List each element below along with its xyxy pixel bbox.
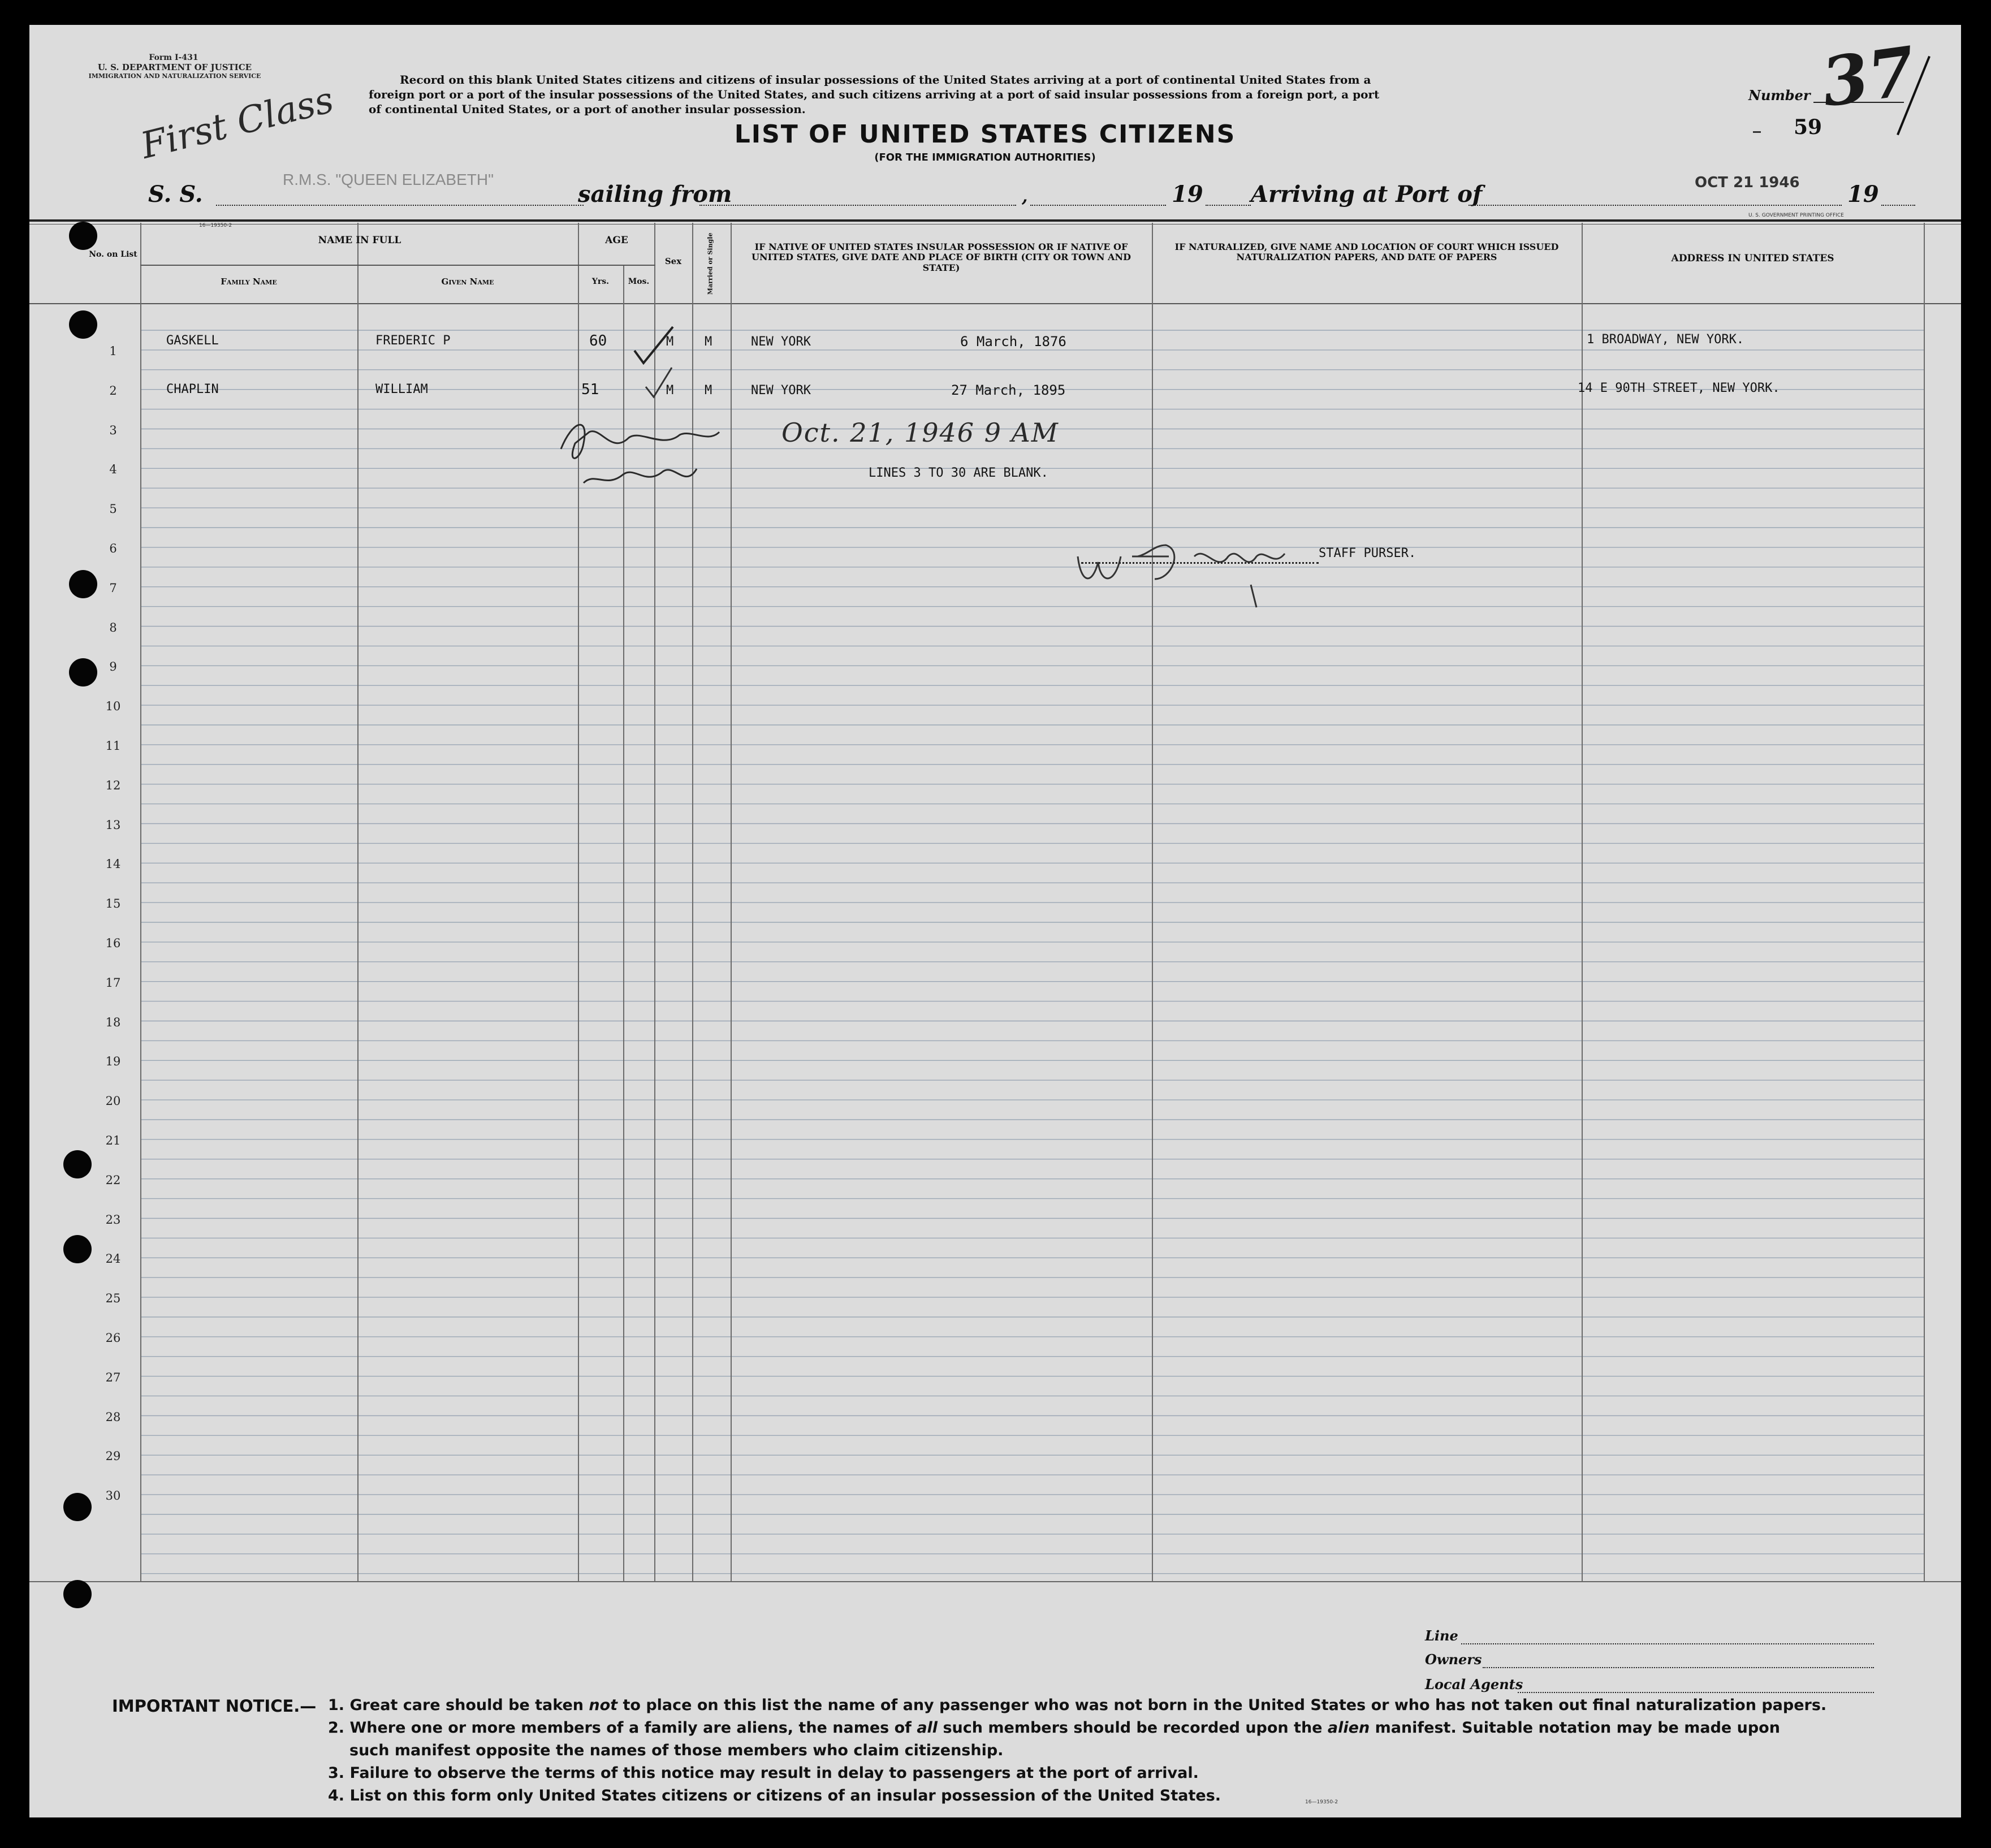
passenger-age: 51 bbox=[581, 381, 599, 398]
col-married-header: Married or Single bbox=[706, 232, 714, 295]
notice-number: 3. bbox=[328, 1764, 345, 1782]
punch-hole bbox=[63, 1150, 92, 1178]
arrival-date-stamp: OCT 21 1946 bbox=[1695, 174, 1800, 191]
age-subheader-rule bbox=[578, 265, 655, 266]
form-code-top: 16—19350-2 bbox=[199, 223, 232, 228]
passenger-address: 1 BROADWAY, NEW YORK. bbox=[1587, 333, 1744, 347]
blank-lines-note: LINES 3 TO 30 ARE BLANK. bbox=[869, 466, 1048, 480]
passenger-birth-place: NEW YORK bbox=[751, 335, 811, 349]
row-number: 17 bbox=[105, 975, 121, 990]
row-number: 29 bbox=[105, 1449, 121, 1463]
notice-title: IMPORTANT NOTICE.— bbox=[112, 1696, 317, 1716]
department-name: U. S. DEPARTMENT OF JUSTICE bbox=[97, 62, 252, 72]
row-number: 14 bbox=[105, 857, 121, 871]
row-number: 22 bbox=[105, 1173, 121, 1187]
col-divider bbox=[1582, 223, 1583, 1581]
row-number: 15 bbox=[105, 897, 121, 911]
row-number: 25 bbox=[105, 1292, 121, 1306]
number-label: Number bbox=[1748, 87, 1811, 103]
row-number: 10 bbox=[105, 700, 121, 714]
row-number: 1 bbox=[109, 344, 117, 358]
punch-hole bbox=[69, 658, 97, 686]
check-marks bbox=[629, 302, 714, 426]
row-number: 2 bbox=[109, 383, 117, 398]
punch-hole bbox=[69, 222, 97, 250]
row-number: 20 bbox=[105, 1094, 121, 1108]
col-divider bbox=[1924, 223, 1925, 1581]
footer-owners-label: Owners bbox=[1425, 1651, 1482, 1668]
notice-item bbox=[349, 1742, 1003, 1759]
printer-note: U. S. GOVERNMENT PRINTING OFFICE bbox=[1748, 213, 1844, 218]
instruction-line: of continental United States, or a port of another insular possession. bbox=[369, 102, 806, 116]
notice-text: Failure to observe the terms of this notice may result in delay to passengers at the port of arrival. bbox=[349, 1764, 1199, 1782]
passenger-family-name: CHAPLIN bbox=[166, 382, 219, 396]
name-subheader-rule bbox=[140, 265, 579, 266]
check-mark-icon bbox=[634, 327, 673, 363]
row-number: 18 bbox=[105, 1015, 121, 1029]
footer-agents-label: Local Agents bbox=[1425, 1676, 1523, 1692]
row-number: 9 bbox=[109, 660, 117, 674]
row-number: 21 bbox=[105, 1134, 121, 1147]
row-number: 11 bbox=[105, 739, 121, 753]
year-prefix-2: 19 bbox=[1847, 181, 1879, 208]
passenger-birth-place: NEW YORK bbox=[751, 383, 811, 398]
notice-item bbox=[328, 1764, 1199, 1782]
col-age-header: AGE bbox=[605, 235, 628, 246]
footer-agents-field bbox=[1518, 1692, 1874, 1693]
col-sex-header: Sex bbox=[664, 256, 682, 266]
footer-line-label: Line bbox=[1425, 1627, 1458, 1644]
row-number: 16 bbox=[105, 936, 121, 950]
passenger-marital: M bbox=[705, 383, 712, 398]
row-number: 30 bbox=[105, 1489, 121, 1503]
instruction-line: Record on this blank United States citizens and citizens of insular possessions of the United States arriving at a port of continental United States from a bbox=[400, 73, 1371, 87]
purser-signature bbox=[1070, 523, 1341, 613]
row-number: 13 bbox=[105, 818, 121, 832]
notice-text: such members should be recorded upon the bbox=[938, 1719, 1328, 1737]
notice-item bbox=[328, 1787, 1221, 1804]
passenger-sex: M bbox=[666, 383, 674, 398]
notice-item bbox=[328, 1719, 1780, 1737]
page-number: 59 bbox=[1794, 115, 1822, 139]
col-divider bbox=[1152, 223, 1153, 1581]
notice-text: such manifest opposite the names of those members who claim citizenship. bbox=[349, 1742, 1004, 1759]
notice-text: Great care should be taken bbox=[349, 1696, 589, 1714]
passenger-marital: M bbox=[705, 335, 712, 349]
notice-text: Where one or more members of a family are aliens, the names of bbox=[349, 1719, 917, 1737]
row-number: 4 bbox=[109, 463, 117, 477]
row-number: 3 bbox=[109, 423, 117, 437]
row-number: 8 bbox=[109, 620, 117, 634]
form-code-bottom: 16—19350-2 bbox=[1305, 1799, 1338, 1805]
passenger-given-name: FREDERIC P bbox=[375, 334, 451, 348]
sailing-from-label: sailing from bbox=[578, 181, 732, 208]
row-number: 28 bbox=[105, 1410, 121, 1424]
notice-emphasis: alien bbox=[1327, 1719, 1370, 1737]
page-subtitle: (FOR THE IMMIGRATION AUTHORITIES) bbox=[874, 152, 1096, 163]
col-naturalized-header: IF NATURALIZED, GIVE NAME AND LOCATION OF COURT WHICH ISSUED NATURALIZATION PAPERS, AND DATE OF PAPERS bbox=[1174, 241, 1559, 263]
purser-signature-line bbox=[1081, 562, 1319, 564]
row-number: 24 bbox=[105, 1252, 121, 1266]
col-yrs-header: Yrs. bbox=[591, 277, 610, 286]
passenger-birth-date: 27 March, 1895 bbox=[951, 382, 1066, 398]
notice-text: manifest. Suitable notation may be made upon bbox=[1370, 1719, 1780, 1737]
row-number: 23 bbox=[105, 1212, 121, 1227]
notice-text: List on this form only United States citizens or citizens of an insular possession of the United States. bbox=[349, 1787, 1221, 1804]
footer-owners-field bbox=[1483, 1667, 1874, 1668]
notice-number: 2. bbox=[328, 1719, 345, 1737]
notice-emphasis: all bbox=[917, 1719, 938, 1737]
row-number: 12 bbox=[105, 778, 121, 792]
passenger-family-name: GASKELL bbox=[166, 334, 219, 348]
col-mos-header: Mos. bbox=[628, 277, 650, 286]
comma-mark: , bbox=[1022, 187, 1028, 206]
col-divider bbox=[357, 223, 359, 1581]
row-number: 19 bbox=[105, 1055, 121, 1069]
passenger-sex: M bbox=[666, 335, 674, 349]
inspector-signature bbox=[550, 409, 776, 506]
arriving-label: Arriving at Port of bbox=[1251, 181, 1483, 208]
form-id: Form I-431 bbox=[149, 53, 198, 62]
notice-item bbox=[328, 1696, 1826, 1714]
passenger-age: 60 bbox=[589, 333, 607, 349]
instruction-line: foreign port or a port of the insular possessions of the United States, and such citizens arriving at a port of said insular possessions from a foreign port, a port bbox=[369, 88, 1380, 101]
number-handwritten: 37 bbox=[1817, 31, 1920, 122]
footer-line-field bbox=[1461, 1643, 1874, 1644]
notice-emphasis: not bbox=[589, 1696, 618, 1714]
inspection-note-handwritten: Oct. 21, 1946 9 AM bbox=[781, 417, 1059, 448]
punch-hole bbox=[63, 1493, 92, 1521]
table-bottom-rule bbox=[29, 1581, 1961, 1582]
punch-hole bbox=[69, 310, 97, 339]
notice-number: 1. bbox=[328, 1696, 345, 1714]
row-number: 26 bbox=[105, 1331, 121, 1345]
page-title: LIST OF UNITED STATES CITIZENS bbox=[734, 120, 1236, 149]
notice-number: 4. bbox=[328, 1787, 345, 1804]
passenger-given-name: WILLIAM bbox=[375, 382, 428, 396]
header-bottom-rule bbox=[29, 303, 1961, 304]
check-mark-icon bbox=[646, 368, 672, 397]
year-prefix-1: 19 bbox=[1172, 181, 1203, 208]
passenger-address: 14 E 90TH STREET, NEW YORK. bbox=[1578, 381, 1780, 395]
ss-label: S. S. bbox=[148, 181, 203, 208]
row-number: 27 bbox=[105, 1370, 121, 1384]
passenger-birth-date: 6 March, 1876 bbox=[960, 334, 1066, 349]
row-number: 6 bbox=[109, 542, 117, 555]
manifest-sheet bbox=[29, 25, 1961, 1817]
punch-hole bbox=[69, 570, 97, 598]
punch-hole bbox=[63, 1580, 92, 1608]
notice-text: to place on this list the name of any passenger who was not born in the United States or who has not taken out final naturalization papers. bbox=[617, 1696, 1827, 1714]
col-birth-header: IF NATIVE OF UNITED STATES INSULAR POSSESSION OR IF NATIVE OF UNITED STATES, GIVE DATE AND PLACE OF BIRTH (CITY OR TOWN AND STATE) bbox=[752, 241, 1131, 273]
col-no-header: No. on List bbox=[89, 250, 137, 259]
col-address-header: ADDRESS IN UNITED STATES bbox=[1671, 253, 1834, 264]
col-divider bbox=[140, 223, 141, 1581]
col-given-header: Given Name bbox=[441, 277, 494, 287]
class-note-handwritten: First Class bbox=[137, 79, 338, 167]
service-name: IMMIGRATION AND NATURALIZATION SERVICE bbox=[88, 72, 261, 80]
col-family-header: Family Name bbox=[221, 277, 277, 287]
row-number: 5 bbox=[109, 502, 117, 516]
col-name-header: NAME IN FULL bbox=[318, 235, 401, 246]
punch-hole bbox=[63, 1235, 92, 1263]
ship-name-stamp: R.M.S. "QUEEN ELIZABETH" bbox=[283, 171, 494, 188]
row-number: 7 bbox=[109, 581, 117, 595]
purser-label: STAFF PURSER. bbox=[1319, 546, 1416, 560]
